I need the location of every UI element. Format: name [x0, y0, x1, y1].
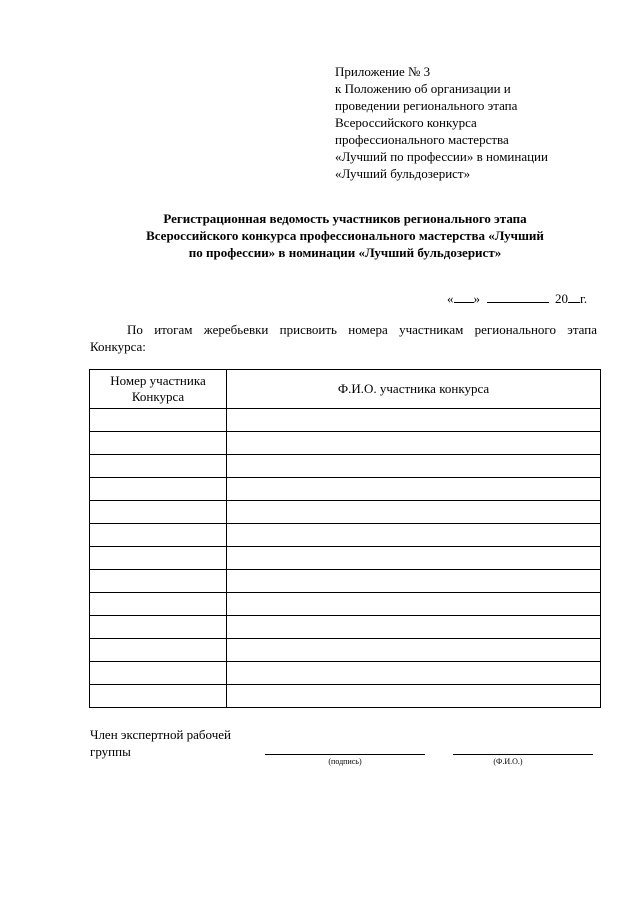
appendix-line: к Положению об организации и	[335, 81, 511, 96]
title-line: Регистрационная ведомость участников регионального этапа	[163, 211, 527, 226]
participant-number-cell[interactable]	[90, 662, 227, 685]
participant-name-cell[interactable]	[227, 547, 601, 570]
participant-name-cell[interactable]	[227, 593, 601, 616]
table-row	[90, 662, 601, 685]
date-month-blank[interactable]	[487, 290, 549, 303]
appendix-line: «Лучший бульдозерист»	[335, 166, 471, 181]
table-row	[90, 409, 601, 432]
participant-number-cell[interactable]	[90, 455, 227, 478]
participant-name-cell[interactable]	[227, 478, 601, 501]
table-row	[90, 455, 601, 478]
table-row	[90, 570, 601, 593]
participant-name-cell[interactable]	[227, 639, 601, 662]
table-row	[90, 501, 601, 524]
participant-name-cell[interactable]	[227, 685, 601, 708]
intro-paragraph: По итогам жеребьевки присвоить номера участникам регионального этапа Конкурса:	[90, 322, 597, 354]
table-header-row	[90, 370, 601, 409]
table-row	[90, 478, 601, 501]
title-line: Всероссийского конкурса профессионального мастерства «Лучший	[146, 228, 544, 243]
participant-number-cell[interactable]	[90, 547, 227, 570]
participant-name-cell[interactable]	[227, 432, 601, 455]
participant-name-cell[interactable]	[227, 455, 601, 478]
participant-number-cell[interactable]	[90, 593, 227, 616]
participant-number-cell[interactable]	[90, 685, 227, 708]
participant-number-cell[interactable]	[90, 524, 227, 547]
appendix-line: «Лучший по профессии» в номинации	[335, 149, 548, 164]
participant-name-cell[interactable]	[227, 409, 601, 432]
signature-caption: (подпись)	[328, 757, 362, 766]
participant-number-cell[interactable]	[90, 501, 227, 524]
date-line	[447, 290, 587, 307]
table-row	[90, 593, 601, 616]
signature-label: Член экспертной рабочей группы	[90, 727, 231, 759]
participant-number-cell[interactable]	[90, 432, 227, 455]
participant-name-cell[interactable]	[227, 524, 601, 547]
participant-name-cell[interactable]	[227, 570, 601, 593]
document-title	[90, 210, 600, 261]
appendix-line: профессионального мастерства	[335, 132, 509, 147]
date-day-blank[interactable]	[454, 290, 474, 303]
participant-name-cell[interactable]	[227, 616, 601, 639]
participant-number-cell[interactable]	[90, 570, 227, 593]
appendix-line: Приложение № 3	[335, 64, 431, 79]
participant-number-cell[interactable]	[90, 616, 227, 639]
header-participant-name: Ф.И.О. участника конкурса	[227, 370, 601, 409]
appendix-block	[335, 63, 605, 182]
participant-number-cell[interactable]	[90, 639, 227, 662]
name-line[interactable]	[453, 754, 593, 755]
table-row	[90, 547, 601, 570]
appendix-line: Всероссийского конкурса	[335, 115, 477, 130]
signature-line[interactable]	[265, 754, 425, 755]
table-row	[90, 639, 601, 662]
table-row	[90, 616, 601, 639]
participant-number-cell[interactable]	[90, 478, 227, 501]
title-line: по профессии» в номинации «Лучший бульдозерист»	[188, 245, 502, 260]
participant-number-cell[interactable]	[90, 409, 227, 432]
table-row	[90, 432, 601, 455]
date-open-quote: «	[447, 291, 454, 306]
registration-table	[89, 369, 601, 708]
header-participant-number: Номер участника Конкурса	[90, 370, 227, 409]
participant-name-cell[interactable]	[227, 662, 601, 685]
table-row	[90, 524, 601, 547]
date-close-quote: »	[473, 291, 480, 306]
date-year-blank[interactable]	[568, 290, 580, 303]
participant-name-cell[interactable]	[227, 501, 601, 524]
appendix-line: проведении регионального этапа	[335, 98, 518, 113]
table-row	[90, 685, 601, 708]
date-year-prefix: 20	[555, 291, 568, 306]
name-caption: (Ф.И.О.)	[493, 757, 523, 766]
date-year-suffix: г.	[580, 291, 588, 306]
